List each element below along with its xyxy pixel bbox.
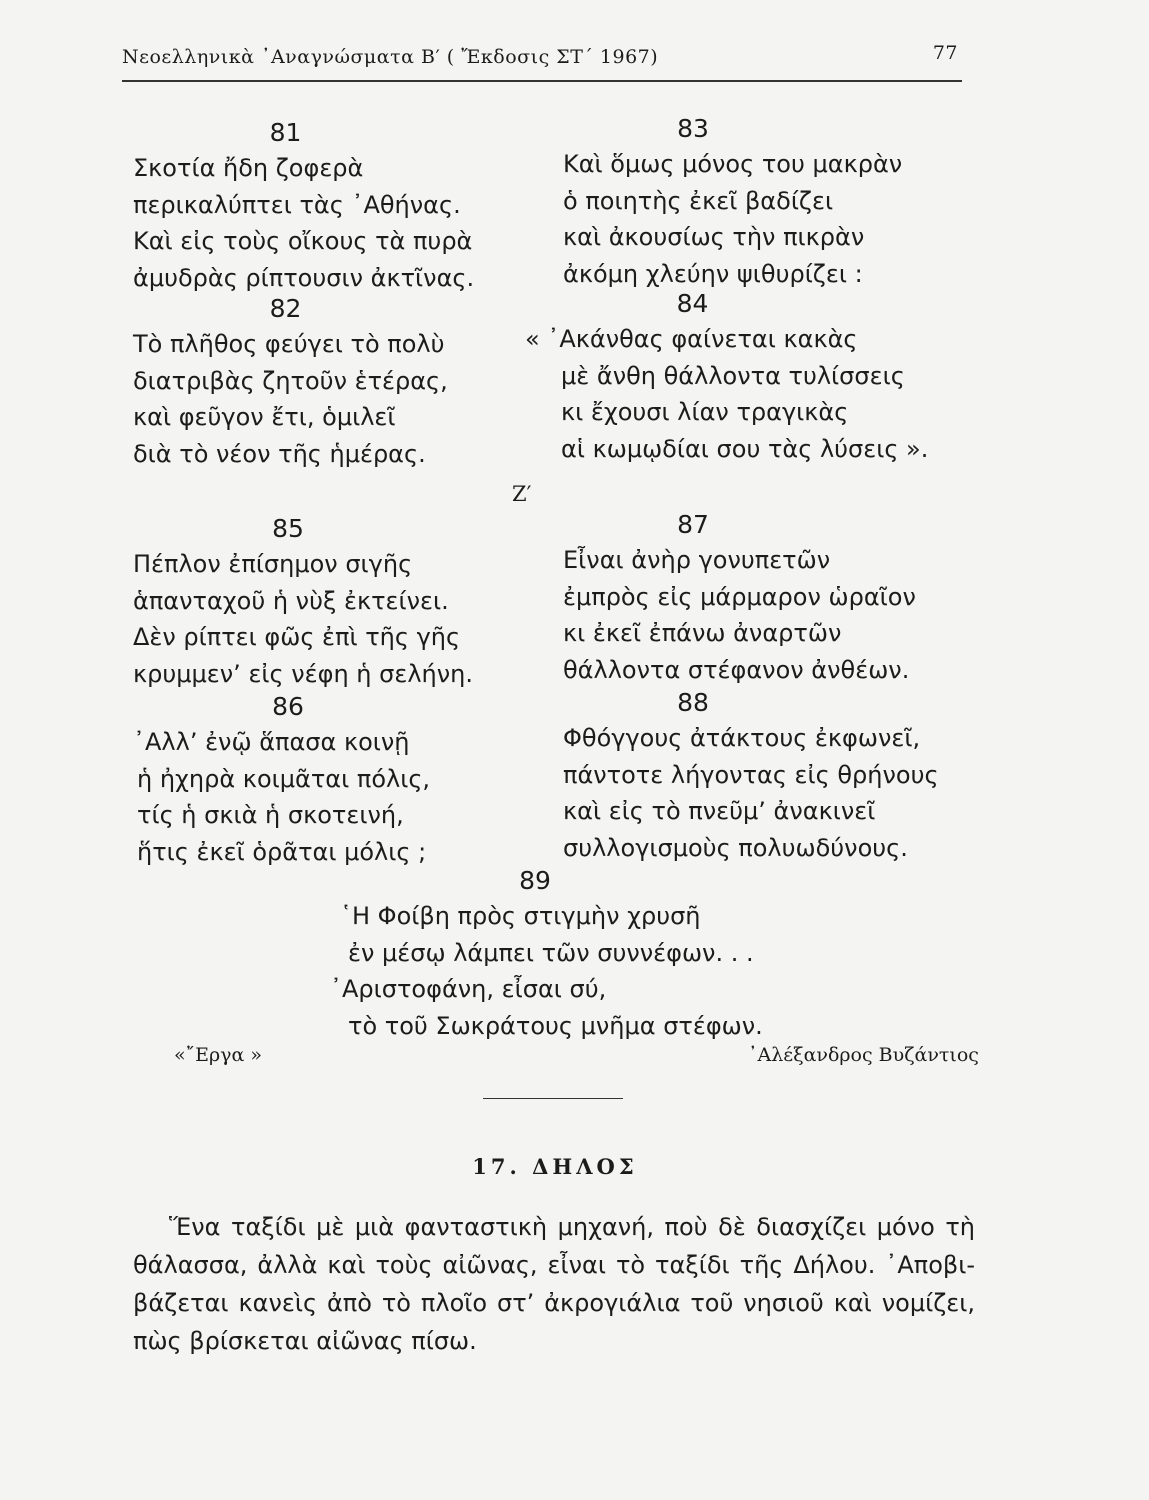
verse-line: τίς ἡ σκιὰ ἡ σκοτεινή,	[137, 801, 404, 829]
verse-line: πάντοτε λήγοντας εἰς θρήνους	[563, 760, 939, 789]
verse-line: ἀκόμη χλεύην ψιθυρίζει :	[563, 259, 863, 288]
stanza-88	[563, 686, 939, 866]
verse-line: τὸ τοῦ Σωκράτους μνῆμα στέφων.	[348, 1011, 763, 1040]
verse-line: ἐμπρὸς εἰς μάρμαρον ὡραῖον	[563, 582, 916, 611]
verse-line: μὲ ἄνθη θάλλοντα τυλίσσεις	[561, 361, 905, 390]
verse-line: κρυμμεν’ εἰς νέφη ἡ σελήνη.	[133, 659, 473, 688]
running-title: Νεοελληνικὰ ᾿Αναγνώσματα Β′ ( Ἔκδοσις ΣΤ΄ 1967)	[122, 46, 659, 68]
verse-line: ἐν μέσῳ λάμπει τῶν συννέφων. . .	[348, 938, 754, 967]
source-citation: «῎Εργα »	[174, 1044, 263, 1066]
verse-line: αἱ κωμῳδίαι σου τὰς λύσεις ».	[561, 434, 929, 463]
verse-line: συλλογισμοὺς πολυωδύνους.	[563, 833, 908, 862]
stanza-number: 83	[677, 114, 709, 143]
paragraph-line: πὼς βρίσκεται αἰῶνας πίσω.	[133, 1327, 477, 1355]
stanza-number: 81	[269, 118, 302, 147]
stanza-81	[133, 116, 474, 296]
section-divider	[483, 1098, 623, 1099]
verse-line: ἁπανταχοῦ ἡ νὺξ ἐκτείνει.	[133, 586, 449, 615]
paragraph-line: βάζεται κανεὶς ἀπὸ τὸ πλοῖο στ’ ἀκρογιάλια τοῦ νησιοῦ καὶ νομίζει,	[133, 1289, 975, 1317]
verse-line: Δὲν ρίπτει φῶς ἐπὶ τῆς γῆς	[133, 623, 461, 651]
stanza-86	[133, 690, 443, 870]
verse-line: ᾿Αλλ’ ἐνῷ ἅπασα κοινῇ	[133, 728, 410, 756]
stanza-number: 84	[676, 289, 709, 318]
section-mark: Ζ′	[512, 482, 532, 506]
stanza-number: 86	[272, 692, 304, 721]
verse-line: ἥτις ἐκεῖ ὁρᾶται μόλις ;	[137, 837, 427, 866]
verse-line: Εἶναι ἀνὴρ γονυπετῶν	[563, 546, 831, 574]
stanza-83	[563, 112, 902, 292]
verse-line: ἀμυδρὰς ρίπτουσιν ἀκτῖνας.	[133, 263, 475, 292]
verse-line: διὰ τὸ νέον τῆς ἡμέρας.	[133, 439, 426, 468]
verse-line: ὁ ποιητὴς ἐκεῖ βαδίζει	[563, 186, 834, 215]
author-name: ᾿Αλέξανδρος Βυζάντιος	[748, 1044, 979, 1066]
verse-line: ῾Η Φοίβη πρὸς στιγμὴν χρυσῆ	[340, 902, 701, 930]
paragraph-line: θάλασσα, ἀλλὰ καὶ τοὺς αἰῶνας, εἶναι τὸ ταξίδι τῆς Δήλου. ᾿Αποβι-	[133, 1251, 975, 1279]
verse-line: Καὶ ὅμως μόνος του μακρὰν	[563, 150, 903, 178]
verse-line: Φθόγγους ἀτάκτους ἐκφωνεῖ,	[563, 724, 921, 752]
stanza-number: 87	[677, 510, 709, 539]
stanza-number: 89	[519, 866, 551, 895]
verse-line: Πέπλον ἐπίσημον σιγῆς	[133, 550, 413, 578]
stanza-87	[563, 508, 916, 688]
verse-line: καὶ ἀκουσίως τὴν πικρὰν	[563, 223, 865, 251]
stanza-89	[330, 864, 763, 1044]
stanza-number: 82	[269, 294, 302, 323]
verse-line: καὶ φεῦγον ἔτι, ὁμιλεῖ	[133, 403, 396, 431]
verse-line: « ᾿Ακάνθας φαίνεται κακὰς	[525, 325, 858, 353]
stanza-85	[133, 512, 473, 692]
verse-line: καὶ εἰς τὸ πνεῦμ’ ἀνακινεῖ	[563, 797, 876, 825]
verse-line: Σκοτία ἤδη ζοφερὰ	[133, 154, 364, 182]
body-paragraph	[133, 1208, 975, 1360]
verse-line: διατριβὰς ζητοῦν ἑτέρας,	[133, 366, 448, 395]
verse-line: ἡ ἠχηρὰ κοιμᾶται πόλις,	[137, 764, 431, 793]
stanza-82	[133, 292, 448, 472]
page-number: 77	[932, 42, 958, 64]
verse-line: Καὶ εἰς τοὺς οἴκους τὰ πυρὰ	[133, 227, 473, 255]
stanza-number: 88	[677, 688, 709, 717]
stanza-number: 85	[272, 514, 304, 543]
page-header	[122, 38, 962, 82]
verse-line: περικαλύπτει τὰς ᾿Αθήνας.	[133, 190, 461, 219]
verse-line: Τὸ πλῆθος φεύγει τὸ πολὺ	[133, 330, 445, 358]
paragraph-line: Ἕνα ταξίδι μὲ μιὰ φανταστικὴ μηχανή, ποὺ δὲ διασχίζει μόνο τὴ	[169, 1213, 975, 1241]
verse-line: κι ἐκεῖ ἐπάνω ἀναρτῶν	[563, 619, 842, 647]
stanza-84	[525, 287, 928, 467]
chapter-title: 17. ΔΗΛΟΣ	[472, 1154, 638, 1179]
verse-line: ᾿Αριστοφάνη, εἶσαι σύ,	[330, 975, 607, 1003]
verse-line: κι ἔχουσι λίαν τραγικὰς	[561, 398, 849, 426]
verse-line: θάλλοντα στέφανον ἀνθέων.	[563, 655, 910, 684]
